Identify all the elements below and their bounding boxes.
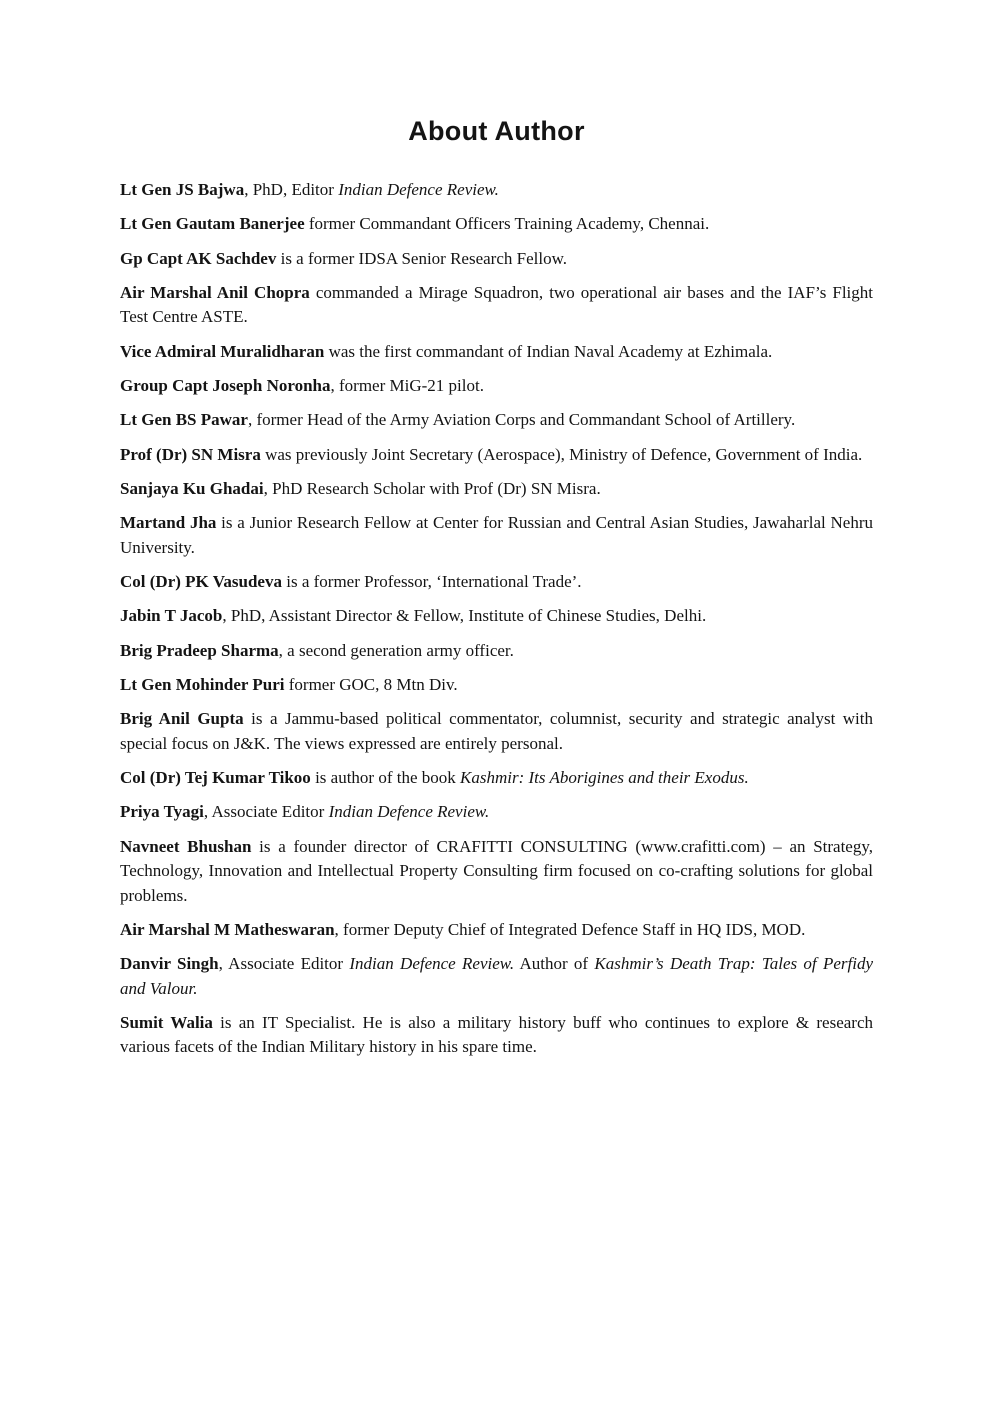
author-paragraph <box>120 707 873 756</box>
author-name: Sumit Walia <box>120 1012 213 1032</box>
author-name: Jabin T Jacob <box>120 606 223 626</box>
author-paragraph <box>120 212 873 237</box>
bio-text: , PhD, Assistant Director & Fellow, Institute of Chinese Studies, Delhi. <box>222 606 707 626</box>
bio-text: Author of <box>514 954 595 974</box>
author-name: Lt Gen Mohinder Puri <box>120 674 285 694</box>
author-name: Col (Dr) PK Vasudeva <box>120 571 282 591</box>
author-paragraph <box>120 766 873 791</box>
author-paragraph <box>120 247 873 272</box>
author-paragraph <box>120 673 873 698</box>
bio-text: is an IT Specialist. He is also a military history buff who continues to explore & research various facets of the Indian Military history in his spare time. <box>120 1012 874 1057</box>
bio-text: , a second generation army officer. <box>278 640 514 660</box>
work-title: Indian Defence Review. <box>338 180 499 199</box>
bio-text: is author of the book <box>310 767 461 787</box>
author-name: Lt Gen JS Bajwa <box>120 180 245 199</box>
author-paragraph <box>120 835 873 909</box>
bio-text: , former Head of the Army Aviation Corps and Commandant School of Artillery. <box>247 410 796 430</box>
bio-text: , Associate Editor <box>218 954 350 974</box>
author-name: Prof (Dr) SN Misra <box>120 444 261 464</box>
author-paragraph <box>120 952 873 1001</box>
bio-text: commanded a Mirage Squadron, two operational air bases and the IAF’s Flight Test Centre ASTE. <box>120 282 873 327</box>
author-paragraph <box>120 604 873 629</box>
bio-text: , former MiG-21 pilot. <box>330 375 484 395</box>
author-paragraph <box>120 443 873 468</box>
author-name: Danvir Singh <box>120 954 219 974</box>
author-paragraph <box>120 477 873 502</box>
bio-text: , PhD Research Scholar with Prof (Dr) SN Misra. <box>263 478 601 498</box>
author-paragraph <box>120 511 873 560</box>
author-name: Group Capt Joseph Noronha <box>120 375 331 395</box>
work-title: Indian Defence Review. <box>349 954 515 974</box>
author-name: Sanjaya Ku Ghadai <box>120 478 264 498</box>
author-name: Vice Admiral Muralidharan <box>120 341 325 361</box>
author-list <box>120 178 873 1060</box>
author-name: Air Marshal Anil Chopra <box>120 282 310 302</box>
author-paragraph <box>120 1011 873 1060</box>
author-paragraph <box>120 178 873 203</box>
author-paragraph <box>120 408 873 433</box>
bio-text: is a Junior Research Fellow at Center for Russian and Central Asian Studies, Jawaharlal Nehru University. <box>120 513 873 557</box>
author-name: Col (Dr) Tej Kumar Tikoo <box>120 767 311 787</box>
author-name: Gp Capt AK Sachdev <box>120 248 277 268</box>
bio-text: was the first commandant of Indian Naval Academy at Ezhimala. <box>324 341 773 361</box>
author-paragraph <box>120 281 873 330</box>
bio-text: former Commandant Officers Training Academy, Chennai. <box>304 214 710 234</box>
author-name: Navneet Bhushan <box>120 836 252 856</box>
page-title: About Author <box>408 116 585 146</box>
author-name: Lt Gen Gautam Banerjee <box>120 214 305 234</box>
bio-text: is a Jammu-based political commentator, columnist, security and strategic analyst with special focus on J&K. The views expressed are entirely personal. <box>120 709 874 753</box>
author-paragraph <box>120 570 873 595</box>
author-name: Brig Pradeep Sharma <box>120 640 279 660</box>
bio-text: former GOC, 8 Mtn Div. <box>284 674 458 694</box>
bio-text: , Associate Editor <box>203 802 329 822</box>
bio-text: , former Deputy Chief of Integrated Defence Staff in HQ IDS, MOD. <box>334 919 806 939</box>
bio-text: is a former IDSA Senior Research Fellow. <box>276 248 568 268</box>
author-paragraph <box>120 639 873 664</box>
work-title: Kashmir’s Death Trap: Tales of Perfidy and Valour. <box>120 954 873 998</box>
bio-text: is a founder director of CRAFITTI CONSULTING (www.crafitti.com) – an Strategy, Technology, Innovation and Intellectual Property Consulting firm focused on co-crafting solutions for global problems. <box>120 836 873 905</box>
author-name: Lt Gen BS Pawar <box>120 410 248 430</box>
author-paragraph <box>120 800 873 825</box>
author-name: Air Marshal M Matheswaran <box>120 919 335 939</box>
bio-text: was previously Joint Secretary (Aerospace), Ministry of Defence, Government of India. <box>260 444 863 464</box>
author-paragraph <box>120 374 873 399</box>
author-paragraph <box>120 340 873 365</box>
bio-text: is a former Professor, ‘International Trade’. <box>281 571 582 591</box>
author-paragraph <box>120 918 873 943</box>
bio-text: , PhD, Editor <box>244 180 339 199</box>
author-name: Martand Jha <box>120 513 217 533</box>
author-name: Brig Anil Gupta <box>120 709 244 729</box>
author-name: Priya Tyagi <box>120 802 204 822</box>
work-title: Kashmir: Its Aborigines and their Exodus. <box>460 767 749 787</box>
work-title: Indian Defence Review. <box>328 802 490 822</box>
